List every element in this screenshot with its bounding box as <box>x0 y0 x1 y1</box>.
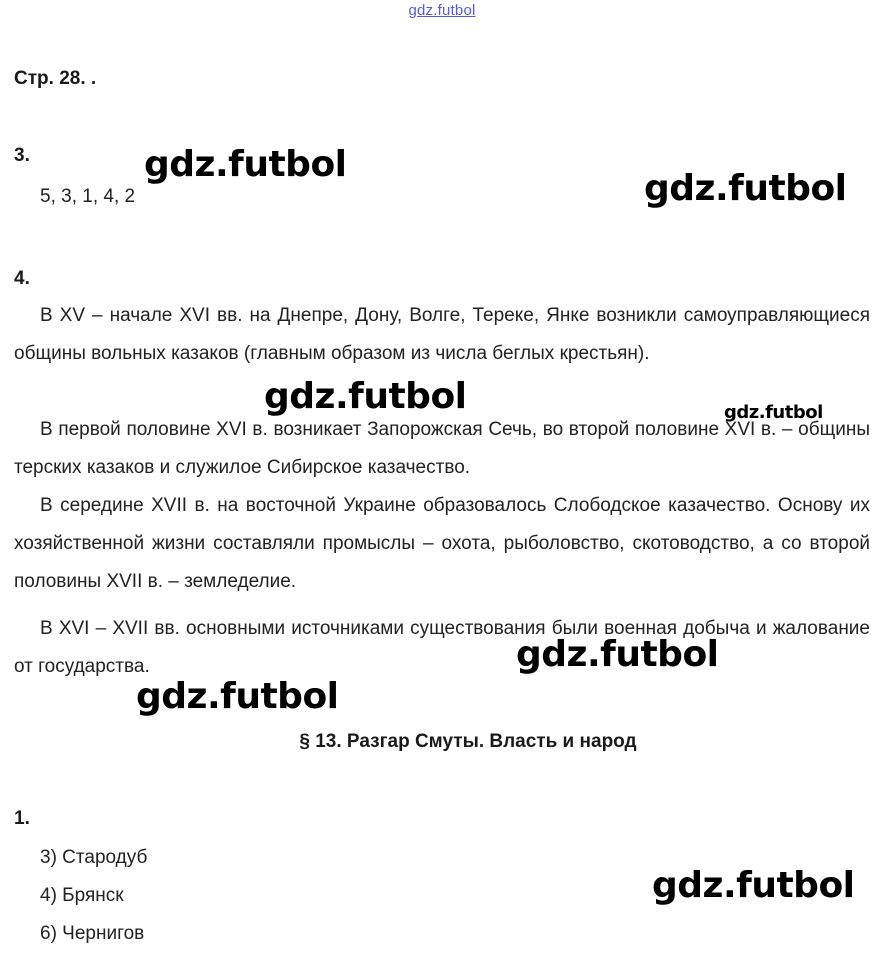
question-1-number: 1. <box>14 808 30 829</box>
watermark-1: gdz.futbol <box>144 144 347 185</box>
watermark-3: gdz.futbol <box>264 376 467 417</box>
watermark-6: gdz.futbol <box>136 676 339 717</box>
question-1-item-2: 4) Брянск <box>40 885 124 906</box>
question-1-item-1: 3) Стародуб <box>40 847 148 868</box>
question-4-paragraph-4: В XVI – XVII вв. основными источниками существования были военная добыча и жалование от государства. <box>14 618 870 677</box>
question-3-answer: 5, 3, 1, 4, 2 <box>40 186 136 207</box>
watermark-7: gdz.futbol <box>652 865 855 906</box>
question-4-paragraph-3: В середине XVII в. на восточной Украине образовалось Слободское казачество. Основу их хозяйственной жизни составляли промыслы – охота, рыболовство, скотоводство, а со второй половины XVII в. – земледелие. <box>14 495 870 592</box>
watermark-5: gdz.futbol <box>516 634 719 675</box>
top-watermark-link[interactable]: gdz.futbol <box>408 2 476 19</box>
page-reference: Стр. 28. . <box>14 68 97 89</box>
question-4-paragraph-2: В первой половине XVI в. возникает Запорожская Сечь, во второй половине XVI в. – общины терских казаков и служилое Сибирское казачество. <box>14 419 870 478</box>
watermark-2: gdz.futbol <box>644 168 847 209</box>
question-1-item-3: 6) Чернигов <box>40 923 145 944</box>
question-4-paragraph-1: В XV – начале XVI вв. на Днепре, Дону, Волге, Тереке, Янке возникли самоуправляющиеся общины вольных казаков (главным образом из числа беглых крестьян). <box>14 305 870 364</box>
watermark-4: gdz.futbol <box>724 402 823 423</box>
chapter-heading: § 13. Разгар Смуты. Власть и народ <box>299 731 637 752</box>
question-4-number: 4. <box>14 268 30 289</box>
question-3-number: 3. <box>14 145 30 166</box>
